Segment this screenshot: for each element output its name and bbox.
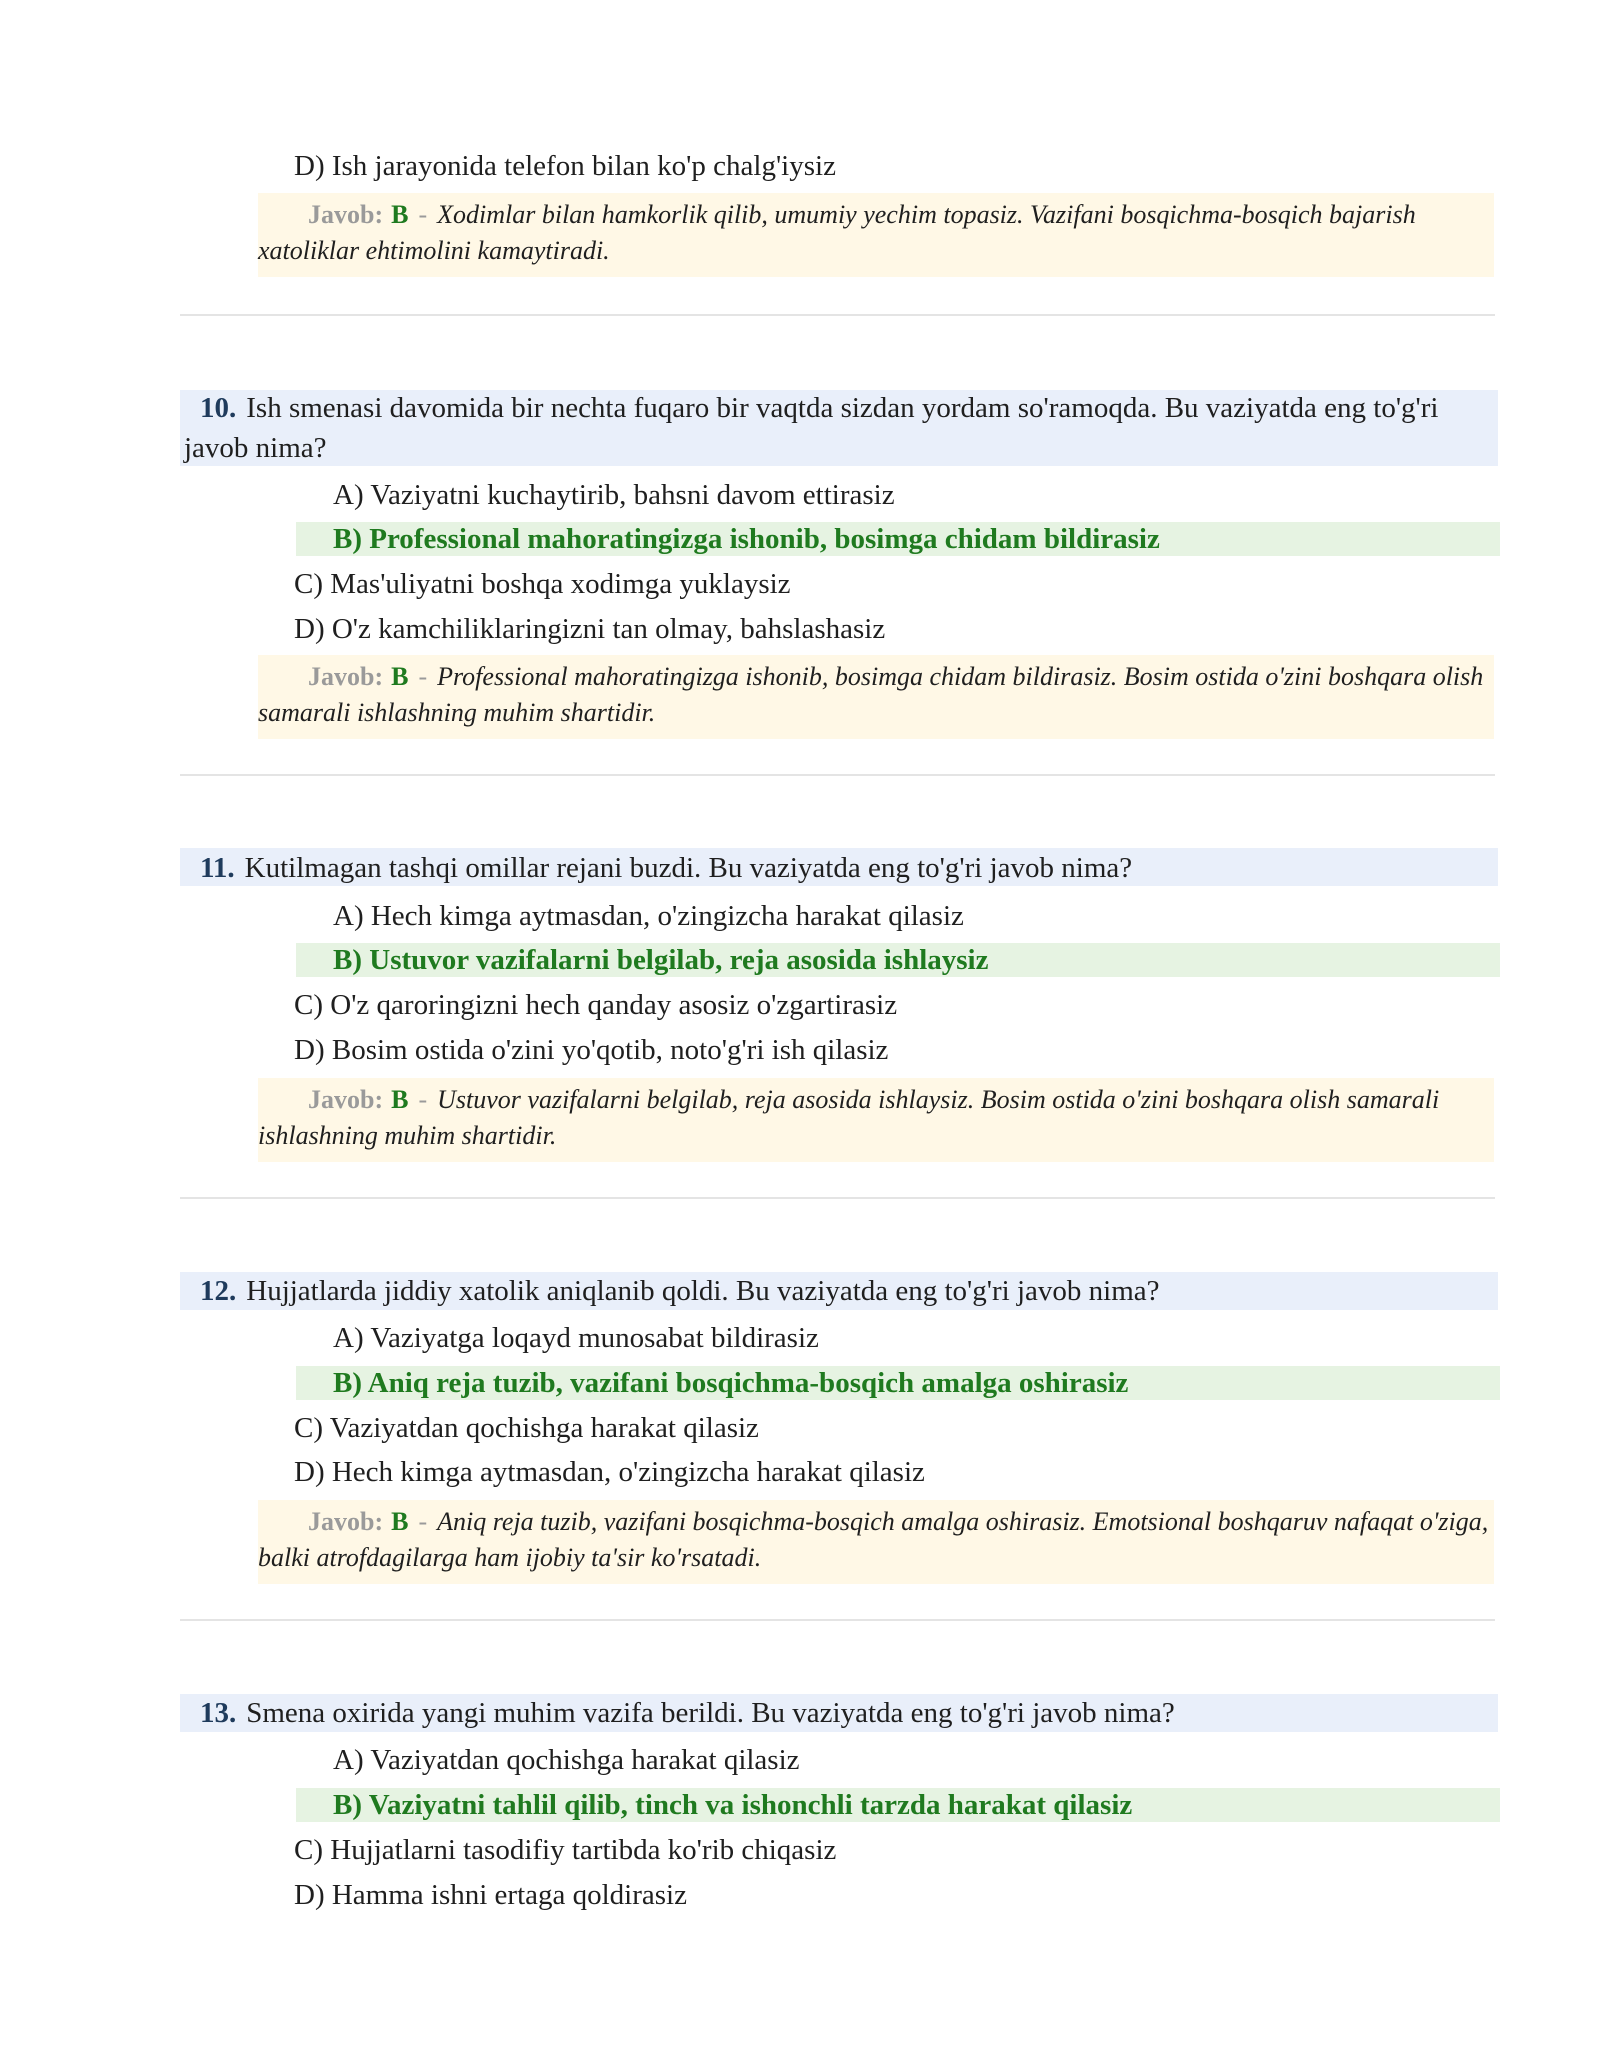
q13-option-a: A) Vaziyatdan qochishga harakat qilasiz <box>333 1744 800 1776</box>
answer-dash: - <box>418 662 428 691</box>
q12-answer-box <box>258 1500 1494 1584</box>
answer-explanation: Xodimlar bilan hamkorlik qilib, umumiy yechim topasiz. Vazifani bosqichma-bosqich bajarish xatoliklar ehtimolini kamaytiradi. <box>258 200 1416 265</box>
question-12 <box>184 1271 1484 1311</box>
question-number: 13. <box>200 1697 237 1729</box>
q11-option-c: C) O'z qaroringizni hech qanday asosiz o'zgartirasiz <box>294 989 898 1021</box>
question-text: Hujjatlarda jiddiy xatolik aniqlanib qoldi. Bu vaziyatda eng to'g'ri javob nima? <box>246 1275 1160 1307</box>
q10-option-a: A) Vaziyatni kuchaytirib, bahsni davom ettirasiz <box>333 479 895 511</box>
q12-option-a: A) Vaziyatga loqayd munosabat bildirasiz <box>333 1322 819 1354</box>
q10-option-d: D) O'z kamchiliklaringizni tan olmay, bahslashasiz <box>294 613 886 645</box>
answer-label: Javob: <box>308 1507 384 1536</box>
divider <box>180 1619 1495 1621</box>
answer-letter: B <box>391 1085 409 1114</box>
divider <box>180 774 1495 776</box>
q11-option-d: D) Bosim ostida o'zini yo'qotib, noto'g'ri ish qilasiz <box>294 1034 889 1066</box>
answer-dash: - <box>418 1507 428 1536</box>
q11-option-b-correct: B) Ustuvor vazifalarni belgilab, reja asosida ishlaysiz <box>333 944 989 976</box>
question-11 <box>184 848 1484 888</box>
q13-option-b-correct: B) Vaziyatni tahlil qilib, tinch va ishonchli tarzda harakat qilasiz <box>333 1789 1133 1821</box>
answer-label: Javob: <box>308 200 384 229</box>
question-number: 11. <box>200 852 235 884</box>
question-text: Smena oxirida yangi muhim vazifa berildi. Bu vaziyatda eng to'g'ri javob nima? <box>246 1697 1175 1729</box>
answer-letter: B <box>391 662 409 691</box>
question-text: Ish smenasi davomida bir nechta fuqaro bir vaqtda sizdan yordam so'ramoqda. Bu vaziyatda eng to'g'ri javob nima? <box>184 392 1439 464</box>
question-text: Kutilmagan tashqi omillar rejani buzdi. Bu vaziyatda eng to'g'ri javob nima? <box>244 852 1133 884</box>
answer-dash: - <box>418 1085 428 1114</box>
answer-explanation: Professional mahoratingizga ishonib, bosimga chidam bildirasiz. Bosim ostida o'zini boshqara olish samarali ishlashning muhim shartidir. <box>258 662 1484 727</box>
answer-letter: B <box>391 1507 409 1536</box>
q11-answer-box <box>258 1078 1494 1162</box>
question-13 <box>184 1693 1484 1733</box>
divider <box>180 1197 1495 1199</box>
q10-option-c: C) Mas'uliyatni boshqa xodimga yuklaysiz <box>294 568 791 600</box>
answer-label: Javob: <box>308 662 384 691</box>
divider <box>180 314 1495 316</box>
answer-explanation: Aniq reja tuzib, vazifani bosqichma-bosqich amalga oshirasiz. Emotsional boshqaruv nafaqat o'ziga, balki atrofdagilarga ham ijobiy ta'sir ko'rsatadi. <box>258 1507 1489 1572</box>
q9-answer-box <box>258 193 1494 277</box>
answer-label: Javob: <box>308 1085 384 1114</box>
q12-option-b-correct: B) Aniq reja tuzib, vazifani bosqichma-bosqich amalga oshirasiz <box>333 1367 1129 1399</box>
answer-dash: - <box>418 200 428 229</box>
q12-option-d: D) Hech kimga aytmasdan, o'zingizcha harakat qilasiz <box>294 1456 925 1488</box>
question-number: 12. <box>200 1275 237 1307</box>
question-number: 10. <box>200 392 237 424</box>
q11-option-a: A) Hech kimga aytmasdan, o'zingizcha harakat qilasiz <box>333 900 964 932</box>
answer-explanation: Ustuvor vazifalarni belgilab, reja asosida ishlaysiz. Bosim ostida o'zini boshqara olish samarali ishlashning muhim shartidir. <box>258 1085 1440 1150</box>
q12-option-c: C) Vaziyatdan qochishga harakat qilasiz <box>294 1412 759 1444</box>
q10-answer-box <box>258 655 1494 739</box>
q13-option-c: C) Hujjatlarni tasodifiy tartibda ko'rib chiqasiz <box>294 1834 837 1866</box>
q9-option-d: D) Ish jarayonida telefon bilan ko'p chalg'iysiz <box>294 150 836 182</box>
question-10 <box>184 388 1484 468</box>
q10-option-b-correct: B) Professional mahoratingizga ishonib, bosimga chidam bildirasiz <box>333 523 1160 555</box>
q13-option-d: D) Hamma ishni ertaga qoldirasiz <box>294 1879 687 1911</box>
answer-letter: B <box>391 200 409 229</box>
